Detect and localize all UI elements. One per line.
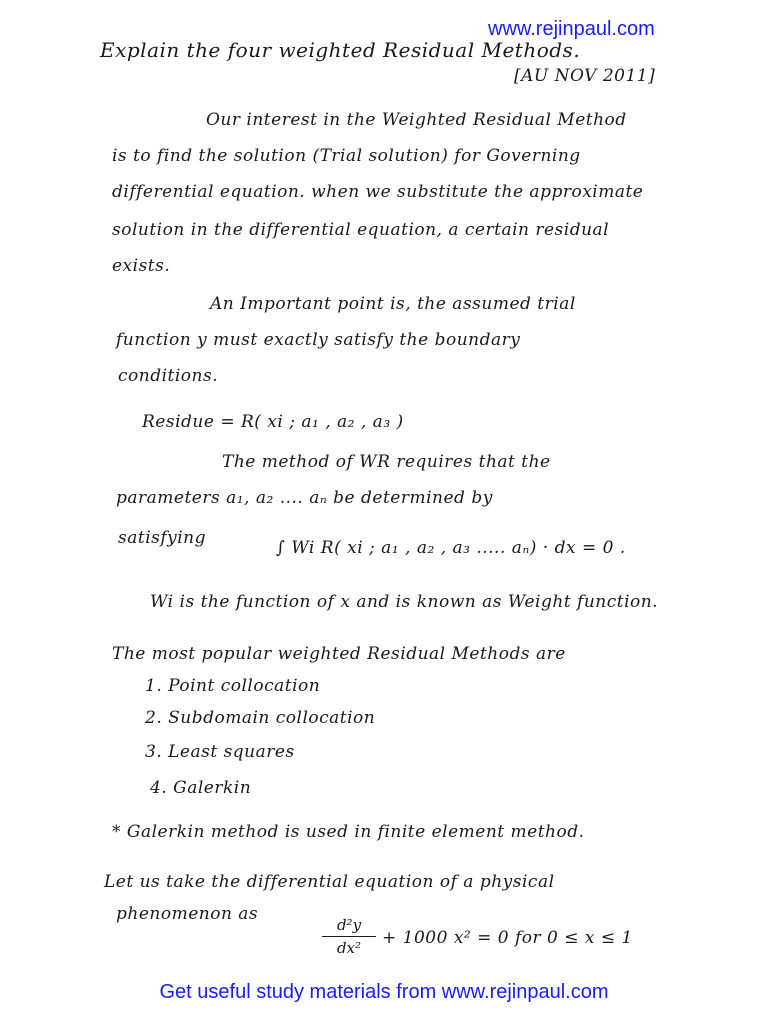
para2-line3: conditions.: [118, 366, 219, 386]
header-url[interactable]: www.rejinpaul.com: [488, 18, 655, 40]
popular-methods-intro: The most popular weighted Residual Methods are: [112, 644, 566, 664]
residue-equation: Residue = R( xi ; a₁ , a₂ , a₃ ): [142, 412, 404, 432]
para1-line2: is to find the solution (Trial solution) for Governing: [112, 146, 581, 166]
question-title: Explain the four weighted Residual Methods.: [100, 38, 581, 62]
para2-line2: function y must exactly satisfy the boundary: [116, 330, 521, 350]
para3-line2: parameters a₁, a₂ .... aₙ be determined by: [116, 488, 493, 508]
exam-citation: [AU NOV 2011]: [514, 66, 656, 86]
weight-function-definition: Wi is the function of x and is known as Weight function.: [150, 592, 659, 612]
para2-line1: An Important point is, the assumed trial: [210, 294, 576, 314]
method-item: 2. Subdomain collocation: [145, 708, 376, 728]
physical-eq-line1: Let us take the differential equation of a physical: [104, 872, 555, 892]
fraction-denominator: dx²: [336, 939, 362, 957]
method-item: 1. Point collocation: [145, 676, 321, 696]
para3-line1: The method of WR requires that the: [222, 452, 551, 472]
footer-banner[interactable]: Get useful study materials from www.rejinpaul.com: [159, 981, 609, 1003]
fraction-numerator: d²y: [322, 916, 376, 937]
galerkin-note: * Galerkin method is used in finite element method.: [112, 822, 585, 842]
para3-line3: satisfying: [118, 528, 207, 548]
physical-eq-line2: phenomenon as: [116, 904, 259, 924]
para1-line4: solution in the differential equation, a certain residual: [112, 220, 610, 240]
equation-remainder: + 1000 x² = 0 for 0 ≤ x ≤ 1: [382, 928, 633, 948]
para1-line5: exists.: [112, 256, 171, 276]
method-item: 4. Galerkin: [150, 778, 252, 798]
para1-line3: differential equation. when we substitute the approximate: [112, 182, 644, 202]
second-derivative-fraction: [322, 916, 376, 957]
para1-line1: Our interest in the Weighted Residual Method: [206, 110, 627, 130]
integral-condition: ∫ Wi R( xi ; a₁ , a₂ , a₃ ..... aₙ) · dx = 0 .: [276, 538, 626, 558]
method-item: 3. Least squares: [145, 742, 295, 762]
